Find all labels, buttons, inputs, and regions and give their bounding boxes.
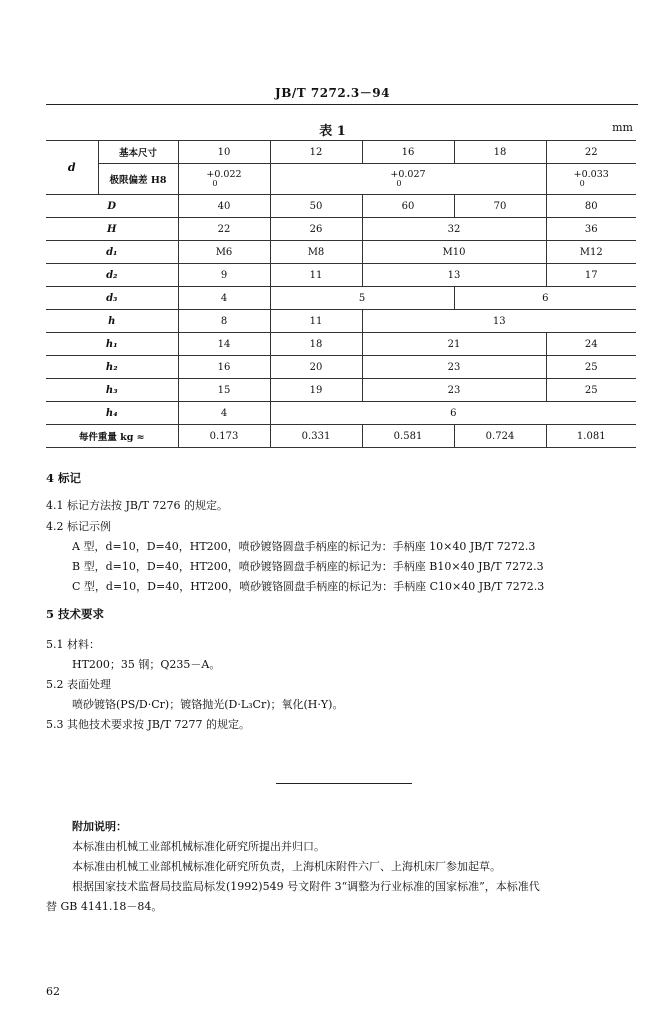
- clause-5-2-body: 喷砂镀铬(PS/D·Cr)；镀铬抛光(D·L₃Cr)；氧化(H·Y)。: [72, 698, 344, 711]
- table-cell: 23: [362, 356, 546, 379]
- table-cell: 23: [362, 379, 546, 402]
- table-cell: 15: [178, 379, 270, 402]
- table-cell: 10: [178, 141, 270, 164]
- table-cell: 9: [178, 264, 270, 287]
- table-cell: 0.581: [362, 425, 454, 448]
- table-cell: M6: [178, 241, 270, 264]
- table-row: [46, 310, 636, 333]
- tolerance-value: [574, 170, 609, 188]
- section-5-heading: 5 技术要求: [46, 607, 105, 621]
- row-label-weight: 每件重量 kg ≈: [46, 425, 178, 448]
- row-label: h₁: [46, 333, 178, 356]
- table-cell: 4: [178, 287, 270, 310]
- table-row: [46, 141, 636, 164]
- table-cell: 12: [270, 141, 362, 164]
- clause-5-3: 5.3 其他技术要求按 JB/T 7277 的规定。: [46, 718, 251, 731]
- table-cell: 22: [546, 141, 636, 164]
- table-row: [46, 425, 636, 448]
- clause-4-1: 4.1 标记方法按 JB/T 7276 的规定。: [46, 499, 229, 512]
- tolerance-value: [206, 170, 241, 188]
- tolerance-lower: 0: [579, 178, 585, 188]
- clause-5-2: 5.2 表面处理: [46, 678, 111, 691]
- table-cell: 24: [546, 333, 636, 356]
- table-row: [46, 218, 636, 241]
- table-cell: 70: [454, 195, 546, 218]
- table-cell: 25: [546, 379, 636, 402]
- notes-divider: [276, 783, 412, 784]
- example-a: A 型，d=10，D=40，HT200，喷砂镀铬圆盘手柄座的标记为：手柄座 10×40 JB/T 7272.3: [72, 540, 536, 553]
- row-label-basic: 基本尺寸: [98, 141, 178, 164]
- table-row: [46, 402, 636, 425]
- tolerance-lower: 0: [212, 178, 218, 188]
- row-label-d: d: [46, 141, 98, 195]
- tolerance-upper: +0.022: [206, 168, 242, 180]
- table-row: [46, 356, 636, 379]
- table-cell: [178, 164, 270, 195]
- table-cell: 13: [362, 310, 636, 333]
- row-label: d₂: [46, 264, 178, 287]
- table-cell: [270, 164, 546, 195]
- table-cell: 80: [546, 195, 636, 218]
- table-row: [46, 287, 636, 310]
- table-row: [46, 264, 636, 287]
- table-cell: 1.081: [546, 425, 636, 448]
- row-label: H: [46, 218, 178, 241]
- table-cell: 5: [270, 287, 454, 310]
- table-cell: 16: [178, 356, 270, 379]
- row-label: d₃: [46, 287, 178, 310]
- row-label: D: [46, 195, 178, 218]
- clause-5-1: 5.1 材料：: [46, 638, 100, 651]
- table-cell: 25: [546, 356, 636, 379]
- table-cell: M8: [270, 241, 362, 264]
- notes-paragraph-2: 本标准由机械工业部机械标准化研究所负责，上海机床附件六厂、上海机床厂参加起草。: [72, 860, 501, 873]
- clause-5-1-body: HT200；35 钢；Q235－A。: [72, 658, 221, 671]
- notes-paragraph-3: 根据国家技术监督局技监局标发(1992)549 号文附件 3“调整为行业标准的国家标准”，本标准代: [72, 880, 540, 893]
- table-cell: 13: [362, 264, 546, 287]
- clause-4-2: 4.2 标记示例: [46, 520, 111, 533]
- example-b: B 型，d=10，D=40，HT200，喷砂镀铬圆盘手柄座的标记为：手柄座 B10×40 JB/T 7272.3: [72, 560, 544, 573]
- tolerance-upper: +0.033: [573, 168, 609, 180]
- header-rule: [46, 104, 638, 105]
- notes-paragraph-3-cont: 替 GB 4141.18－84。: [46, 900, 163, 913]
- table-cell: 60: [362, 195, 454, 218]
- notes-title: 附加说明：: [72, 820, 127, 833]
- row-label: h₂: [46, 356, 178, 379]
- table-cell: [546, 164, 636, 195]
- table-cell: 4: [178, 402, 270, 425]
- document-header: JB/T 7272.3－94: [275, 86, 390, 100]
- tolerance-value: [390, 170, 425, 188]
- dimension-table: [46, 140, 636, 448]
- row-label: h₃: [46, 379, 178, 402]
- table-cell: 21: [362, 333, 546, 356]
- table-row: [46, 379, 636, 402]
- tolerance-upper: +0.027: [390, 168, 426, 180]
- row-label: d₁: [46, 241, 178, 264]
- table-row: [46, 164, 636, 195]
- table-cell: 6: [454, 287, 636, 310]
- table-cell: 0.173: [178, 425, 270, 448]
- table-cell: 0.724: [454, 425, 546, 448]
- table-cell: 16: [362, 141, 454, 164]
- table-cell: 32: [362, 218, 546, 241]
- table-cell: 17: [546, 264, 636, 287]
- row-label: h₄: [46, 402, 178, 425]
- table-cell: 8: [178, 310, 270, 333]
- row-label-tolerance: 极限偏差 H8: [98, 164, 178, 195]
- table-cell: 18: [270, 333, 362, 356]
- table-cell: M12: [546, 241, 636, 264]
- table-cell: 22: [178, 218, 270, 241]
- table-cell: 6: [270, 402, 636, 425]
- row-label: h: [46, 310, 178, 333]
- table-cell: 20: [270, 356, 362, 379]
- table-unit: mm: [612, 121, 633, 134]
- table-cell: 14: [178, 333, 270, 356]
- table-row: [46, 333, 636, 356]
- table-cell: 11: [270, 310, 362, 333]
- table-cell: 18: [454, 141, 546, 164]
- table-row: [46, 195, 636, 218]
- table-cell: 36: [546, 218, 636, 241]
- section-4-heading: 4 标记: [46, 471, 82, 485]
- notes-paragraph-1: 本标准由机械工业部机械标准化研究所提出并归口。: [72, 840, 325, 853]
- table-cell: 11: [270, 264, 362, 287]
- table-cell: 0.331: [270, 425, 362, 448]
- table-cell: M10: [362, 241, 546, 264]
- page-number: 62: [46, 985, 60, 998]
- table-cell: 50: [270, 195, 362, 218]
- table-cell: 26: [270, 218, 362, 241]
- table-row: [46, 241, 636, 264]
- table-cell: 19: [270, 379, 362, 402]
- example-c: C 型，d=10，D=40，HT200，喷砂镀铬圆盘手柄座的标记为：手柄座 C10×40 JB/T 7272.3: [72, 580, 545, 593]
- tolerance-lower: 0: [396, 178, 402, 188]
- table-cell: 40: [178, 195, 270, 218]
- table-title: 表 1: [319, 124, 346, 139]
